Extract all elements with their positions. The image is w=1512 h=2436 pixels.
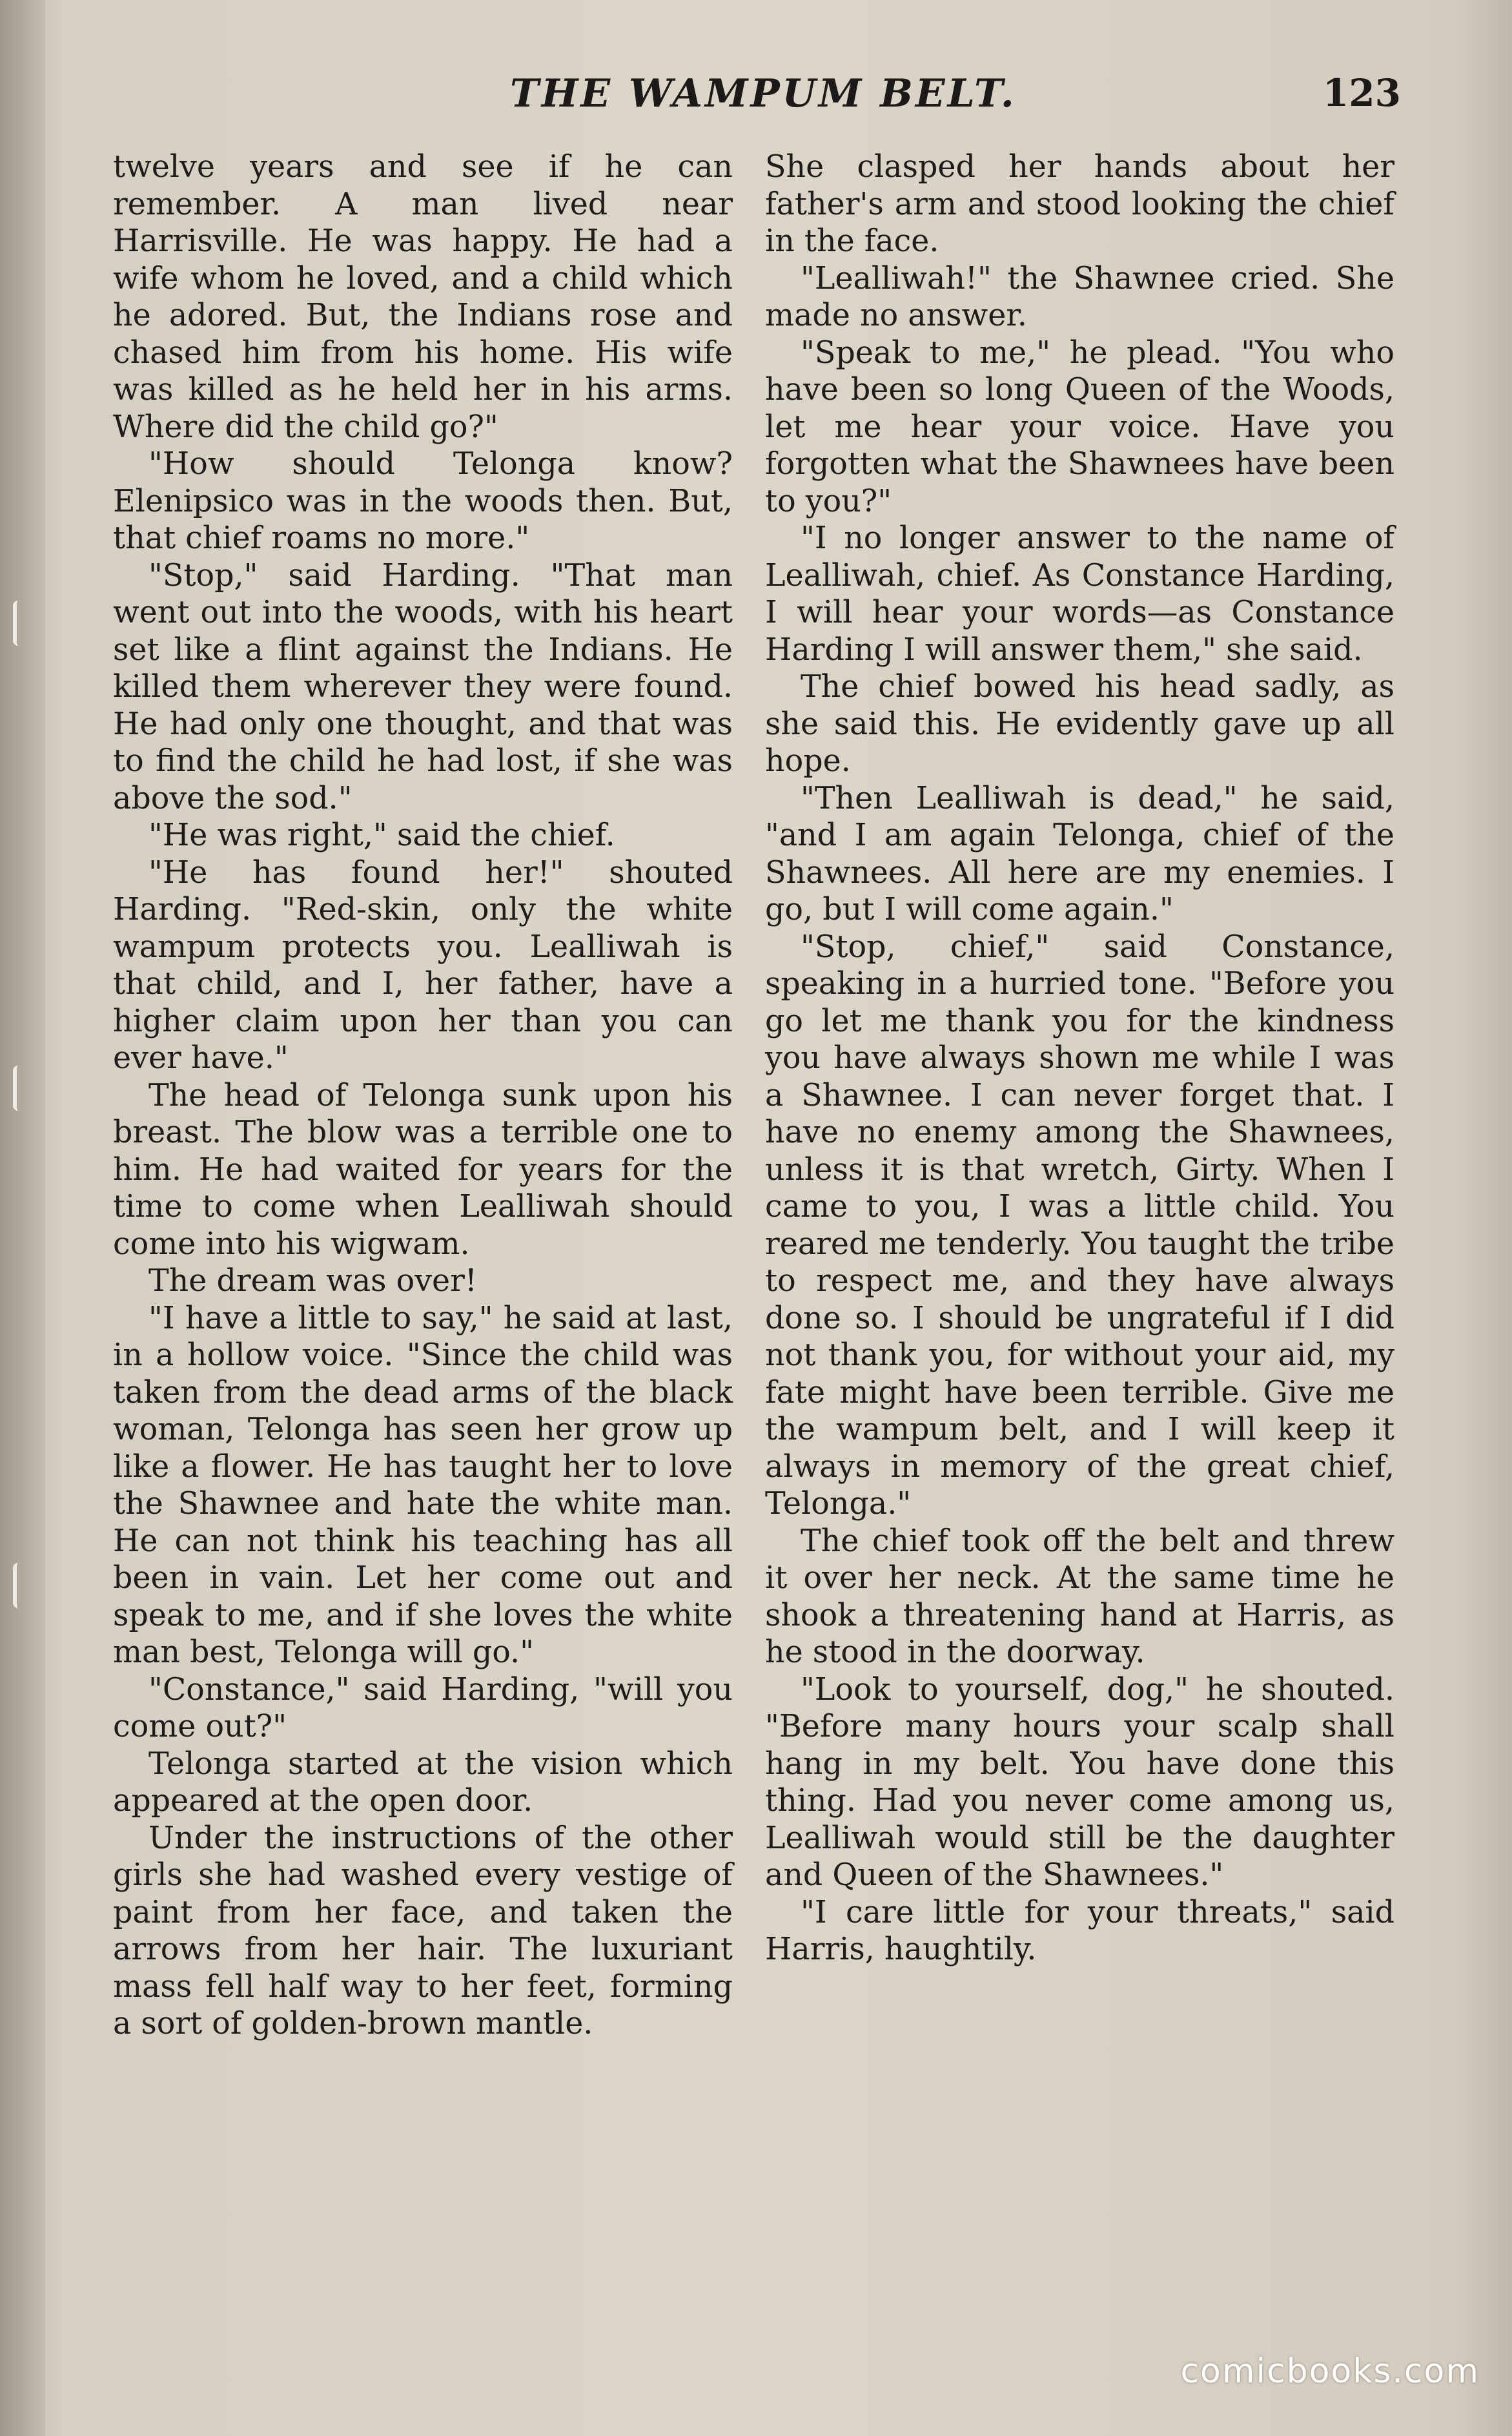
- paragraph: "Constance," said Harding, "will you come out?": [113, 1671, 733, 1744]
- right-column: [765, 149, 1395, 1968]
- running-header: [110, 71, 1401, 123]
- paragraph: The head of Telonga sunk upon his breast. The blow was a terrible one to him. He had waited for years for the time to come when Lealliwah should come into his wigwam.: [113, 1077, 733, 1262]
- paragraph: Telonga started at the vision which appeared at the open door.: [113, 1746, 733, 1819]
- running-title: THE WAMPUM BELT.: [510, 71, 1017, 116]
- paragraph: "Stop," said Harding. "That man went out into the woods, with his heart set like a flint against the Indians. He killed them wherever they were found. He had only one thought, and that was to find the child he had lost, if she was above the sod.": [113, 557, 733, 816]
- paragraph: The dream was over!: [148, 1263, 477, 1299]
- paragraph: "Lealliwah!" the Shawnee cried. She made no answer.: [765, 260, 1395, 333]
- paragraph: She clasped her hands about her father's arm and stood looking the chief in the face.: [765, 149, 1395, 259]
- watermark: comicbooks.com: [1180, 2352, 1480, 2391]
- paragraph: The chief bowed his head sadly, as she said this. He evidently gave up all hope.: [765, 669, 1395, 779]
- paragraph: "I no longer answer to the name of Lealliwah, chief. As Constance Harding, I will hear your words—as Constance Harding I will answer them," she said.: [765, 521, 1395, 668]
- staple-hole: [13, 601, 56, 646]
- staple-hole: [13, 1563, 56, 1608]
- page-number: 123: [1322, 71, 1401, 115]
- paragraph: "I care little for your threats," said Harris, haughtily.: [765, 1894, 1395, 1967]
- paragraph: "I have a little to say," he said at last, in a hollow voice. "Since the child was taken from the dead arms of the black woman, Telonga has seen her grow up like a flower. He has taught her to love the Shawnee and hate the white man. He can not think his teaching has all been in vain. Let her come out and speak to me, and if she loves the white man best, Telonga will go.": [113, 1300, 733, 1670]
- paragraph: "He has found her!" shouted Harding. "Red-skin, only the white wampum protects you. Lealliwah is that child, and I, her father, have a higher claim upon her than you can ever have.": [113, 854, 733, 1076]
- paragraph: Under the instructions of the other girls she had washed every vestige of paint from her face, and taken the arrows from her hair. The luxuriant mass fell half way to her feet, forming a sort of golden-brown mantle.: [113, 1820, 733, 2041]
- paragraph: "Then Lealliwah is dead," he said, "and I am again Telonga, chief of the Shawnees. All here are my enemies. I go, but I will come again.": [765, 780, 1395, 927]
- left-column: [113, 149, 733, 2043]
- paragraph: "Speak to me," he plead. "You who have been so long Queen of the Woods, let me hear your voice. Have you forgotten what the Shawnees have been to you?": [765, 335, 1395, 519]
- paragraph: The chief took off the belt and threw it over her neck. At the same time he shook a threatening hand at Harris, as he stood in the doorway.: [765, 1523, 1395, 1670]
- paragraph: "Stop, chief," said Constance, speaking in a hurried tone. "Before you go let me thank you for the kindness you have always shown me while I was a Shawnee. I can never forget that. I have no enemy among the Shawnees, unless it is that wretch, Girty. When I came to you, I was a little child. You reared me tenderly. You taught the tribe to respect me, and they have always done so. I should be ungrateful if I did not thank you, for without your aid, my fate might have been terrible. Give me the wampum belt, and I will keep it always in memory of the great chief, Telonga.": [765, 929, 1395, 1522]
- page-spine: [0, 0, 45, 2436]
- paragraph: "He was right," said the chief.: [148, 818, 615, 853]
- staple-hole: [13, 1066, 56, 1111]
- paragraph: "How should Telonga know? Elenipsico was in the woods then. But, that chief roams no more.": [113, 446, 733, 556]
- paragraph: "Look to yourself, dog," he shouted. "Before many hours your scalp shall hang in my belt. You have done this thing. Had you never come among us, Lealliwah would still be the daughter and Queen of the Shawnees.": [765, 1671, 1395, 1893]
- paragraph: twelve years and see if he can remember. A man lived near Harrisville. He was happy. He had a wife whom he loved, and a child which he adored. But, the Indians rose and chased him from his home. His wife was killed as he held her in his arms. Where did the child go?": [113, 149, 733, 445]
